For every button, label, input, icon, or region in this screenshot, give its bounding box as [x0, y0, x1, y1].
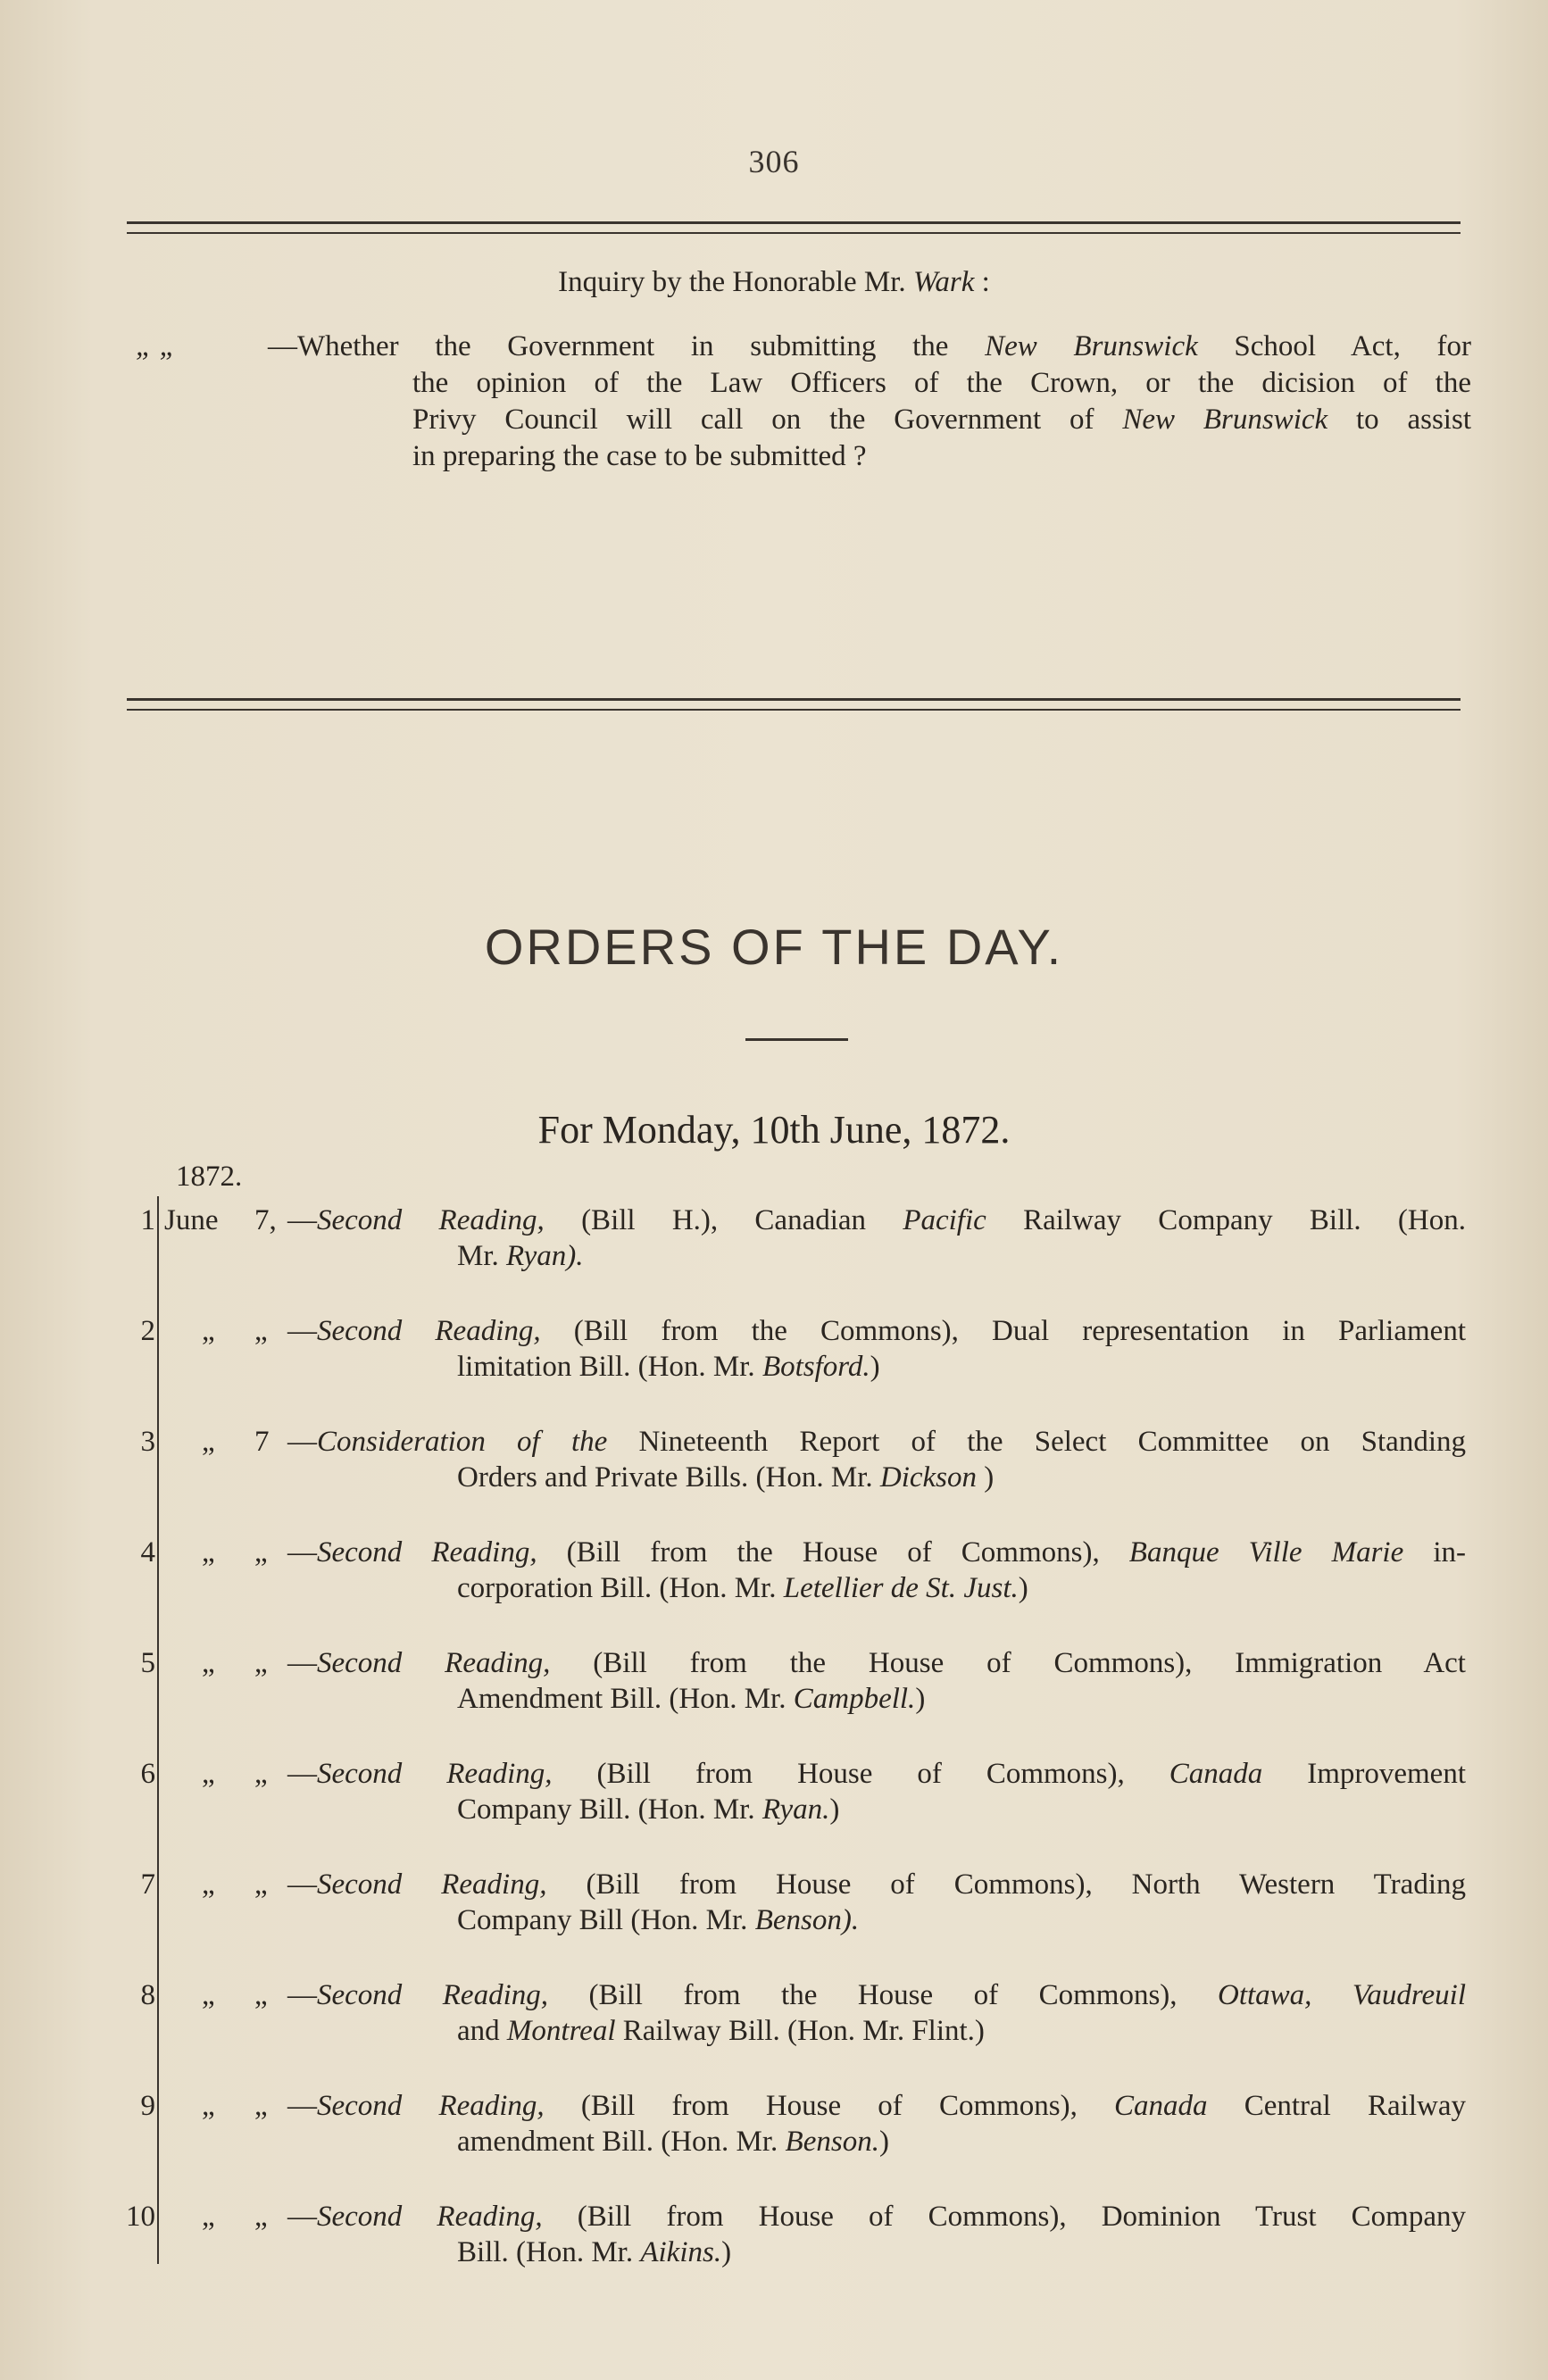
order-line-2	[287, 1570, 1466, 1606]
order-text-l2it: Ryan.	[762, 1793, 830, 1826]
order-number: 9	[140, 2090, 155, 2122]
order-line-1	[287, 1313, 1466, 1349]
order-entry	[287, 1202, 1466, 1274]
order-text-l2a: Amendment Bill. (Hon. Mr.	[457, 1683, 794, 1715]
order-month: „	[202, 1315, 215, 1347]
order-text-b: (Bill H.), Canadian	[544, 1204, 903, 1236]
order-day: „	[254, 1536, 268, 1569]
order-text-l2a: Company Bill. (Hon. Mr.	[457, 1793, 762, 1826]
order-text-b: (Bill from the House of Commons),	[548, 1979, 1218, 2011]
inquiry-line-4: in preparing the case to be submitted ?	[412, 440, 867, 472]
order-text-b: (Bill from the Commons), Dual representation in Parliament	[540, 1315, 1466, 1347]
order-line-1	[287, 1535, 1466, 1570]
order-entry	[287, 1756, 1466, 1827]
order-text-l2it: Dickson	[879, 1461, 977, 1494]
margin-vertical-rule	[157, 1196, 159, 2264]
order-text-it1: Second Reading,	[317, 1315, 541, 1347]
order-text-a: —	[287, 1868, 317, 1901]
order-text-it1: Second Reading,	[317, 1536, 537, 1569]
inquiry-line-2: the opinion of the Law Officers of the Crown, or the dicision of the	[412, 367, 1471, 399]
order-entry	[287, 2088, 1466, 2159]
order-text-a: —	[287, 1315, 317, 1347]
order-day: „	[254, 1758, 268, 1790]
order-text-l2it: Campbell.	[793, 1683, 916, 1715]
order-text-it1: Second Reading,	[317, 1647, 551, 1679]
order-text-l2b: )	[829, 1793, 840, 1826]
order-text-l2b: )	[977, 1461, 995, 1494]
order-line-2	[287, 1681, 1466, 1717]
inquiry-line-3-italic: New Brunswick	[1122, 404, 1328, 436]
order-entry	[287, 1313, 1466, 1385]
order-text-l2it: Montreal	[506, 2015, 616, 2047]
order-text-a: —	[287, 1426, 317, 1458]
order-month: „	[202, 2090, 215, 2122]
order-text-it1: Second Reading,	[317, 1758, 553, 1790]
order-day: 7,	[254, 1204, 277, 1236]
order-line-2	[287, 1902, 1466, 1938]
order-entry	[287, 2199, 1466, 2270]
order-text-b: Nineteenth Report of the Select Committee on Standing	[607, 1426, 1466, 1458]
order-text-l2b: )	[721, 2236, 732, 2268]
order-text-it2: Canada	[1114, 2090, 1208, 2122]
order-line-1	[287, 1977, 1466, 2013]
order-text-it2: Ottawa, Vaudreuil	[1218, 1979, 1466, 2011]
order-text-a: —	[287, 1758, 317, 1790]
order-text-it1: Second Reading,	[317, 1979, 548, 2011]
order-text-it2: Pacific	[903, 1204, 986, 1236]
order-text-b: (Bill from House of Commons),	[552, 1758, 1169, 1790]
order-text-a: —	[287, 2090, 317, 2122]
order-text-b: (Bill from House of Commons),	[544, 2090, 1115, 2122]
order-text-l2a: Orders and Private Bills. (Hon. Mr.	[457, 1461, 880, 1494]
order-text-it2: Canada	[1169, 1758, 1263, 1790]
orders-title: ORDERS OF THE DAY.	[484, 919, 1064, 975]
order-text-l2a: and	[457, 2015, 507, 2047]
section-double-rule	[127, 698, 1461, 711]
order-month: „	[202, 1868, 215, 1901]
inquiry-line-3	[412, 402, 1471, 438]
for-date-heading: For Monday, 10th June, 1872.	[537, 1108, 1011, 1152]
order-day: 7	[254, 1426, 270, 1458]
order-text-l2it: Ryan).	[506, 1240, 584, 1272]
order-line-1	[287, 1645, 1466, 1681]
order-number: 3	[140, 1426, 155, 1458]
order-text-l2b: Railway Bill. (Hon. Mr. Flint.)	[615, 2015, 985, 2047]
order-line-2	[287, 1792, 1466, 1827]
order-number: 10	[126, 2201, 155, 2233]
order-text-l2b: )	[1018, 1572, 1028, 1604]
order-text-it1: Second Reading,	[317, 1204, 545, 1236]
order-text-a: —	[287, 1536, 317, 1569]
order-text-l2b: )	[915, 1683, 926, 1715]
top-double-rule	[127, 221, 1461, 234]
order-text-l2b: )	[878, 2126, 889, 2158]
order-entry	[287, 1867, 1466, 1938]
order-line-1	[287, 2088, 1466, 2124]
order-text-l2a: Bill. (Hon. Mr.	[457, 2236, 641, 2268]
order-day: „	[254, 2201, 268, 2233]
order-day: „	[254, 1647, 268, 1679]
order-text-l2it: Aikins.	[640, 2236, 722, 2268]
order-line-2	[287, 2234, 1466, 2270]
page-number: 306	[748, 144, 800, 179]
order-month: „	[202, 1426, 215, 1458]
order-number: 2	[140, 1315, 155, 1347]
inquiry-heading-prefix: Inquiry by the Honorable Mr.	[558, 266, 906, 298]
order-month: „	[202, 1979, 215, 2011]
order-month: „	[202, 1536, 215, 1569]
order-text-a: —	[287, 2201, 317, 2233]
inquiry-line-1	[268, 329, 1471, 365]
order-number: 5	[140, 1647, 155, 1679]
order-entry	[287, 1645, 1466, 1717]
order-text-l2a: Mr.	[457, 1240, 507, 1272]
order-text-l2a: amendment Bill. (Hon. Mr.	[457, 2126, 786, 2158]
order-text-it1: Second Reading,	[317, 2201, 543, 2233]
order-line-2	[287, 1238, 1466, 1274]
order-text-b: (Bill from House of Commons), Dominion Trust Company	[542, 2201, 1466, 2233]
order-day: „	[254, 1868, 268, 1901]
order-text-l2it: Benson.	[785, 2126, 879, 2158]
order-text-l2a: Company Bill (Hon. Mr.	[457, 1904, 755, 1936]
order-text-l2a: limitation Bill. (Hon. Mr.	[457, 1351, 762, 1383]
order-entry	[287, 1977, 1466, 2049]
order-text-l2b: )	[870, 1351, 880, 1383]
inquiry-line-1-a: —Whether the Government in submitting the	[268, 330, 986, 362]
order-text-a: —	[287, 1647, 317, 1679]
order-text-it1: Consideration of the	[317, 1426, 608, 1458]
order-line-1	[287, 1424, 1466, 1460]
inquiry-heading-name: Wark	[912, 266, 975, 298]
order-line-1	[287, 1867, 1466, 1902]
title-short-rule	[745, 1038, 848, 1041]
order-text-c: Central Railway	[1207, 2090, 1466, 2122]
order-number: 7	[140, 1868, 155, 1901]
order-line-1	[287, 2199, 1466, 2234]
order-line-2	[287, 1349, 1466, 1385]
inquiry-line-3-a: Privy Council will call on the Government of	[412, 404, 1123, 436]
order-entry	[287, 1535, 1466, 1606]
inquiry-line-1-b: School Act, for	[1197, 330, 1471, 362]
order-number: 1	[140, 1204, 155, 1236]
order-month: June	[164, 1204, 219, 1236]
inquiry-heading-suffix: :	[974, 266, 990, 298]
order-text-c: Improvement	[1262, 1758, 1466, 1790]
order-line-2	[287, 1460, 1466, 1495]
order-line-2	[287, 2124, 1466, 2159]
inquiry-line-3-b: to assist	[1327, 404, 1471, 436]
order-text-c: in-	[1403, 1536, 1466, 1569]
order-text-l2a: corporation Bill. (Hon. Mr.	[457, 1572, 784, 1604]
order-number: 8	[140, 1979, 155, 2011]
order-number: 4	[140, 1536, 155, 1569]
order-text-l2it: Benson).	[754, 1904, 860, 1936]
inquiry-line-1-italic: New Brunswick	[985, 330, 1198, 362]
order-text-l2it: Letellier de St. Just.	[783, 1572, 1019, 1604]
order-month: „	[202, 1647, 215, 1679]
order-text-it1: Second Reading,	[317, 1868, 547, 1901]
order-line-1	[287, 1202, 1466, 1238]
order-text-b: (Bill from House of Commons), North Western Trading	[546, 1868, 1466, 1901]
year-label: 1872.	[176, 1161, 243, 1193]
order-entry	[287, 1424, 1466, 1495]
order-day: „	[254, 1315, 268, 1347]
inquiry-body	[136, 329, 1471, 475]
order-day: „	[254, 1979, 268, 2011]
order-day: „	[254, 2090, 268, 2122]
order-text-it1: Second Reading,	[317, 2090, 545, 2122]
order-text-b: (Bill from the House of Commons), Immigration Act	[550, 1647, 1466, 1679]
order-month: „	[202, 2201, 215, 2233]
order-month: „	[202, 1758, 215, 1790]
order-text-a: —	[287, 1204, 317, 1236]
order-line-2	[287, 2013, 1466, 2049]
order-line-1	[287, 1756, 1466, 1792]
ditto-marks: „ „	[136, 330, 176, 362]
order-text-it2: Banque Ville Marie	[1128, 1536, 1404, 1569]
order-text-c: Railway Company Bill. (Hon.	[986, 1204, 1467, 1236]
order-number: 6	[140, 1758, 155, 1790]
order-text-l2it: Botsford.	[762, 1351, 870, 1383]
inquiry-heading	[0, 266, 1548, 299]
order-text-b: (Bill from the House of Commons),	[537, 1536, 1129, 1569]
order-text-a: —	[287, 1979, 317, 2011]
